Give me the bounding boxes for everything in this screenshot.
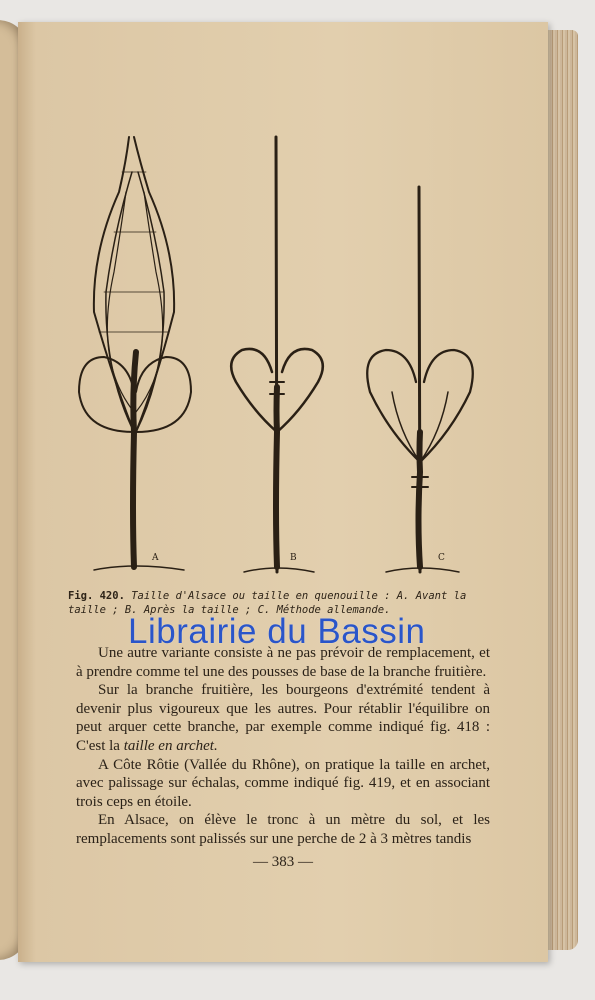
caption-text: Taille d'Alsace ou taille en quenouille : A. Avant la taille ; B. Après la taille ; C. Méthode allemande. — [68, 590, 467, 616]
paragraph: Une autre variante consiste à ne pas prévoir de remplacement, et à prendre comme tel une des pousses de base de la branche fruitière. — [76, 645, 490, 680]
paragraph-text: Sur la branche fruitière, les bourgeons d'extrémité tendent à devenir plus vigoureux que les autres. Pour rétablir l'équilibre on peut arquer cette branche, par exemple comme indiqué fig. 418 : C'est la — [76, 682, 490, 754]
caption-label: Fig. 420. — [68, 590, 125, 602]
body-text — [76, 644, 490, 849]
paragraph: En Alsace, on élève le tronc à un mètre du sol, et les remplacements sont palissés sur une perche de 2 à 3 mètres tandis — [76, 812, 490, 847]
vine-pruning-illustration — [74, 132, 494, 587]
figure-label-b: B — [290, 553, 297, 563]
vine-a — [79, 137, 191, 570]
book-page — [18, 22, 548, 962]
page-number: — 383 — — [253, 854, 313, 870]
figure-label-a: A — [152, 553, 159, 563]
watermark: Librairie du Bassin — [128, 612, 426, 651]
vine-c — [367, 187, 473, 572]
vine-b — [231, 137, 323, 572]
paragraph: A Côte Rôtie (Vallée du Rhône), on pratique la taille en archet, avec palissage sur échalas, comme indiqué fig. 419, et en associant trois ceps en étoile. — [76, 756, 490, 810]
paragraph — [76, 681, 490, 755]
figure-label-c: C — [438, 553, 445, 563]
emphasis-text: taille en archet. — [123, 737, 218, 754]
